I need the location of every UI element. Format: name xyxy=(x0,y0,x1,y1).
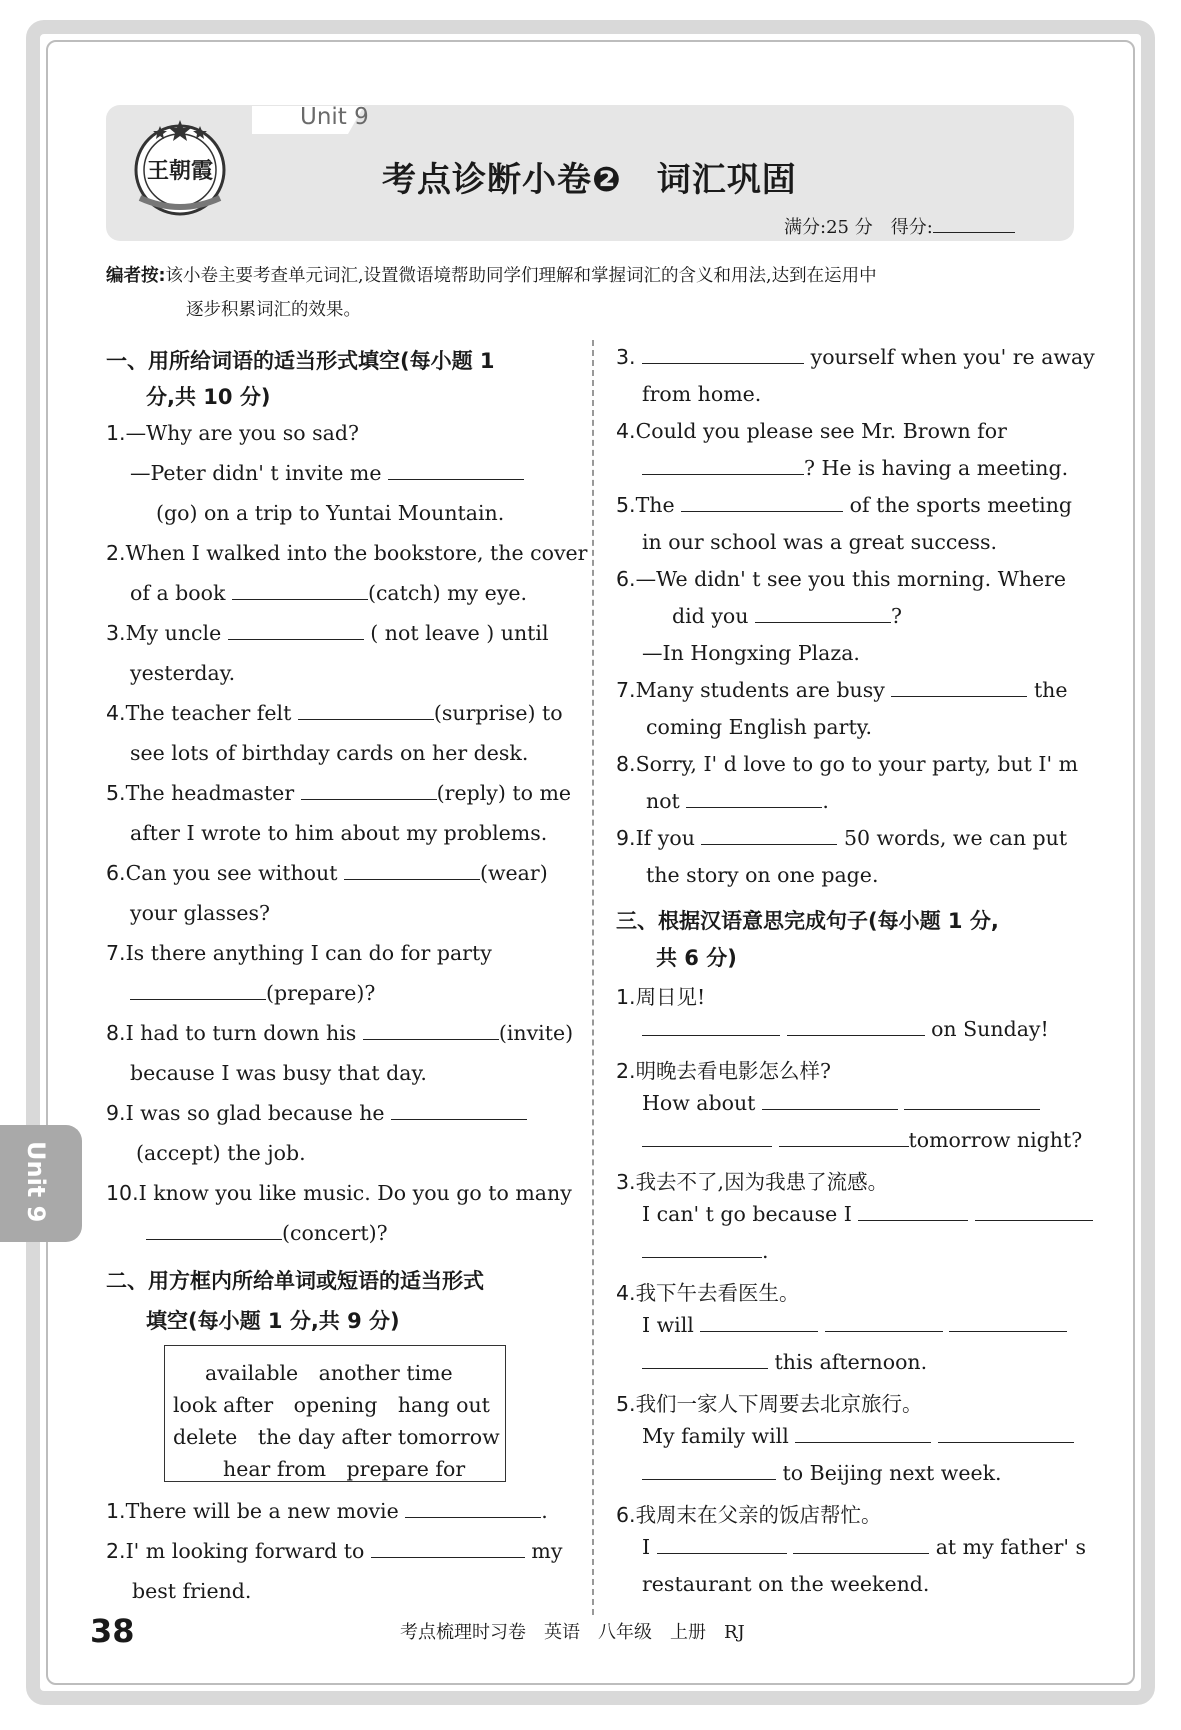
s3-q3-line3: . xyxy=(642,1239,769,1263)
footer-text: 考点梳理时习卷 英语 八年级 上册 RJ xyxy=(400,1622,745,1643)
s2-q5-blank[interactable] xyxy=(681,511,843,512)
s3-q6-line3: restaurant on the weekend. xyxy=(642,1572,930,1596)
s1-q7-blank[interactable] xyxy=(130,999,266,1000)
s3-q2-blank4[interactable] xyxy=(779,1146,909,1147)
s3-q1-line2: on Sunday! xyxy=(642,1017,1049,1041)
column-divider xyxy=(592,340,594,1615)
s2-q4-blank[interactable] xyxy=(642,474,804,475)
unit-label: Unit 9 xyxy=(300,104,369,130)
word-box xyxy=(164,1345,506,1482)
s3-q2-blank2[interactable] xyxy=(904,1109,1040,1110)
s3-q3-blank2[interactable] xyxy=(975,1220,1093,1221)
s3-q4-line2: I will xyxy=(642,1313,1067,1337)
s1-q5-line2: after I wrote to him about my problems. xyxy=(130,821,548,845)
s3-q3-blank1[interactable] xyxy=(858,1220,968,1221)
s1-q3: 3.My uncle ( not leave ) until xyxy=(106,621,549,645)
word-box-row4: hear from prepare for xyxy=(223,1457,466,1481)
s3-q5-line3: to Beijing next week. xyxy=(642,1461,1002,1485)
section3-title-cont: 共 6 分) xyxy=(656,946,737,970)
s1-q3-blank[interactable] xyxy=(228,639,364,640)
page-number: 38 xyxy=(90,1612,135,1650)
s1-q7: 7.Is there anything I can do for party xyxy=(106,941,492,965)
s3-q1-blank1[interactable] xyxy=(642,1035,780,1036)
s3-q6-blank2[interactable] xyxy=(793,1553,929,1554)
s1-q1-blank[interactable] xyxy=(388,479,524,480)
s1-q5: 5.The headmaster (reply) to me xyxy=(106,781,572,805)
s1-q5-blank[interactable] xyxy=(301,799,437,800)
s2-q1: 1.There will be a new movie . xyxy=(106,1499,548,1523)
section2-title: 二、用方框内所给单词或短语的适当形式 xyxy=(106,1269,484,1293)
s1-q1-line2: —Peter didn' t invite me xyxy=(130,461,524,485)
s3-q4-blank3[interactable] xyxy=(949,1331,1067,1332)
s2-q7-line2: coming English party. xyxy=(646,715,873,739)
unit-side-tab: Unit 9 xyxy=(0,1125,82,1242)
s1-q4: 4.The teacher felt (surprise) to xyxy=(106,701,563,725)
s2-q3-blank[interactable] xyxy=(642,363,804,364)
section3-title: 三、根据汉语意思完成句子(每小题 1 分, xyxy=(616,909,999,933)
s3-q2-blank3[interactable] xyxy=(642,1146,772,1147)
s1-q1: 1.—Why are you so sad? xyxy=(106,421,359,445)
s2-q8: 8.Sorry, I' d love to go to your party, but I' m xyxy=(616,752,1079,776)
s2-q9-blank[interactable] xyxy=(701,844,837,845)
s3-q2-line2: How about xyxy=(642,1091,1040,1115)
word-box-row1: available another time xyxy=(205,1361,453,1385)
score-line xyxy=(784,213,1015,239)
s1-q2: 2.When I walked into the bookstore, the cover xyxy=(106,541,588,565)
s1-q6-blank[interactable] xyxy=(344,879,480,880)
svg-text:王朝霞: 王朝霞 xyxy=(146,158,214,184)
s1-q8-line2: because I was busy that day. xyxy=(130,1061,427,1085)
s3-q5-blank2[interactable] xyxy=(938,1442,1074,1443)
editor-note-line2: 逐步积累词汇的效果。 xyxy=(186,300,361,320)
s1-q10-blank[interactable] xyxy=(146,1239,282,1240)
s3-q4-blank4[interactable] xyxy=(642,1368,768,1369)
s2-q4-line2: ? He is having a meeting. xyxy=(642,456,1068,480)
s2-q6-blank[interactable] xyxy=(755,622,891,623)
s2-q2-line2: best friend. xyxy=(132,1579,252,1603)
s1-q9-blank[interactable] xyxy=(391,1119,527,1120)
s2-q7: 7.Many students are busy the xyxy=(616,678,1068,702)
s2-q8-line2: not . xyxy=(646,789,829,813)
s1-q7-line2: (prepare)? xyxy=(130,981,375,1005)
s3-q5-line2: My family will xyxy=(642,1424,1074,1448)
s2-q3: 3. yourself when you' re away xyxy=(616,345,1095,369)
s3-q4-blank2[interactable] xyxy=(825,1331,943,1332)
s1-q8-blank[interactable] xyxy=(363,1039,499,1040)
s3-q4-blank1[interactable] xyxy=(700,1331,818,1332)
s3-q6-blank1[interactable] xyxy=(657,1553,787,1554)
s3-q5-blank1[interactable] xyxy=(795,1442,931,1443)
s2-q6-line3: —In Hongxing Plaza. xyxy=(642,641,860,665)
s3-q3-blank3[interactable] xyxy=(642,1257,762,1258)
editor-note-label: 编者按: xyxy=(106,266,166,286)
s3-q1: 1.周日见! xyxy=(616,985,706,1009)
word-box-row2: look after opening hang out xyxy=(173,1393,490,1417)
s1-q2-line2: of a book (catch) my eye. xyxy=(130,581,527,605)
word-box-row3: delete the day after tomorrow xyxy=(173,1425,500,1449)
s3-q4: 4.我下午去看医生。 xyxy=(616,1281,800,1305)
s1-q1-line3: (go) on a trip to Yuntai Mountain. xyxy=(156,501,505,525)
s3-q3: 3.我去不了,因为我患了流感。 xyxy=(616,1170,889,1194)
s2-q9: 9.If you 50 words, we can put xyxy=(616,826,1068,850)
s3-q1-blank2[interactable] xyxy=(787,1035,925,1036)
score-label: 满分:25 分 得分: xyxy=(784,217,933,238)
s2-q2-blank[interactable] xyxy=(371,1557,525,1558)
s2-q6-line2: did you ? xyxy=(672,604,902,628)
score-blank[interactable] xyxy=(933,232,1015,233)
s1-q6-line2: your glasses? xyxy=(130,901,271,925)
s3-q4-line3: this afternoon. xyxy=(642,1350,927,1374)
s3-q6-line2: I at my father' s xyxy=(642,1535,1087,1559)
section2-title-cont: 填空(每小题 1 分,共 9 分) xyxy=(146,1309,400,1333)
s1-q6: 6.Can you see without (wear) xyxy=(106,861,548,885)
s2-q7-blank[interactable] xyxy=(891,696,1027,697)
editor-note-line1: 该小卷主要考查单元词汇,设置微语境帮助同学们理解和掌握词汇的含义和用法,达到在运用中 xyxy=(165,266,877,286)
s3-q2-line3: tomorrow night? xyxy=(642,1128,1082,1152)
s1-q10-line2: (concert)? xyxy=(146,1221,388,1245)
s1-q10: 10.I know you like music. Do you go to many xyxy=(106,1181,572,1205)
s1-q9-line2: (accept) the job. xyxy=(136,1141,306,1165)
s3-q2-blank1[interactable] xyxy=(762,1109,898,1110)
s2-q5: 5.The of the sports meeting xyxy=(616,493,1073,517)
s3-q5-blank3[interactable] xyxy=(642,1479,776,1480)
s1-q3-line2: yesterday. xyxy=(130,661,236,685)
s2-q8-blank[interactable] xyxy=(686,807,822,808)
publisher-logo xyxy=(130,118,230,218)
s2-q4: 4.Could you please see Mr. Brown for xyxy=(616,419,1007,443)
s3-q3-line2: I can' t go because I xyxy=(642,1202,1093,1226)
s2-q3-line2: from home. xyxy=(642,382,762,406)
s1-q9: 9.I was so glad because he xyxy=(106,1101,527,1125)
editor-note xyxy=(106,259,1076,327)
s3-q6: 6.我周末在父亲的饭店帮忙。 xyxy=(616,1503,882,1527)
s3-q2: 2.明晚去看电影怎么样? xyxy=(616,1059,832,1083)
s1-q8: 8.I had to turn down his (invite) xyxy=(106,1021,574,1045)
s2-q1-blank[interactable] xyxy=(405,1517,541,1518)
s1-q2-blank[interactable] xyxy=(232,599,368,600)
page-title: 考点诊断小卷❷ 词汇巩固 xyxy=(382,160,797,200)
s3-q5: 5.我们一家人下周要去北京旅行。 xyxy=(616,1392,923,1416)
s1-q4-blank[interactable] xyxy=(298,719,434,720)
s2-q6: 6.—We didn' t see you this morning. Where xyxy=(616,567,1067,591)
s2-q9-line2: the story on one page. xyxy=(646,863,879,887)
section1-title: 一、用所给词语的适当形式填空(每小题 1 xyxy=(106,349,495,373)
s2-q2: 2.I' m looking forward to my xyxy=(106,1539,563,1563)
s2-q5-line2: in our school was a great success. xyxy=(642,530,998,554)
section1-title-cont: 分,共 10 分) xyxy=(146,385,271,409)
s1-q4-line2: see lots of birthday cards on her desk. xyxy=(130,741,529,765)
